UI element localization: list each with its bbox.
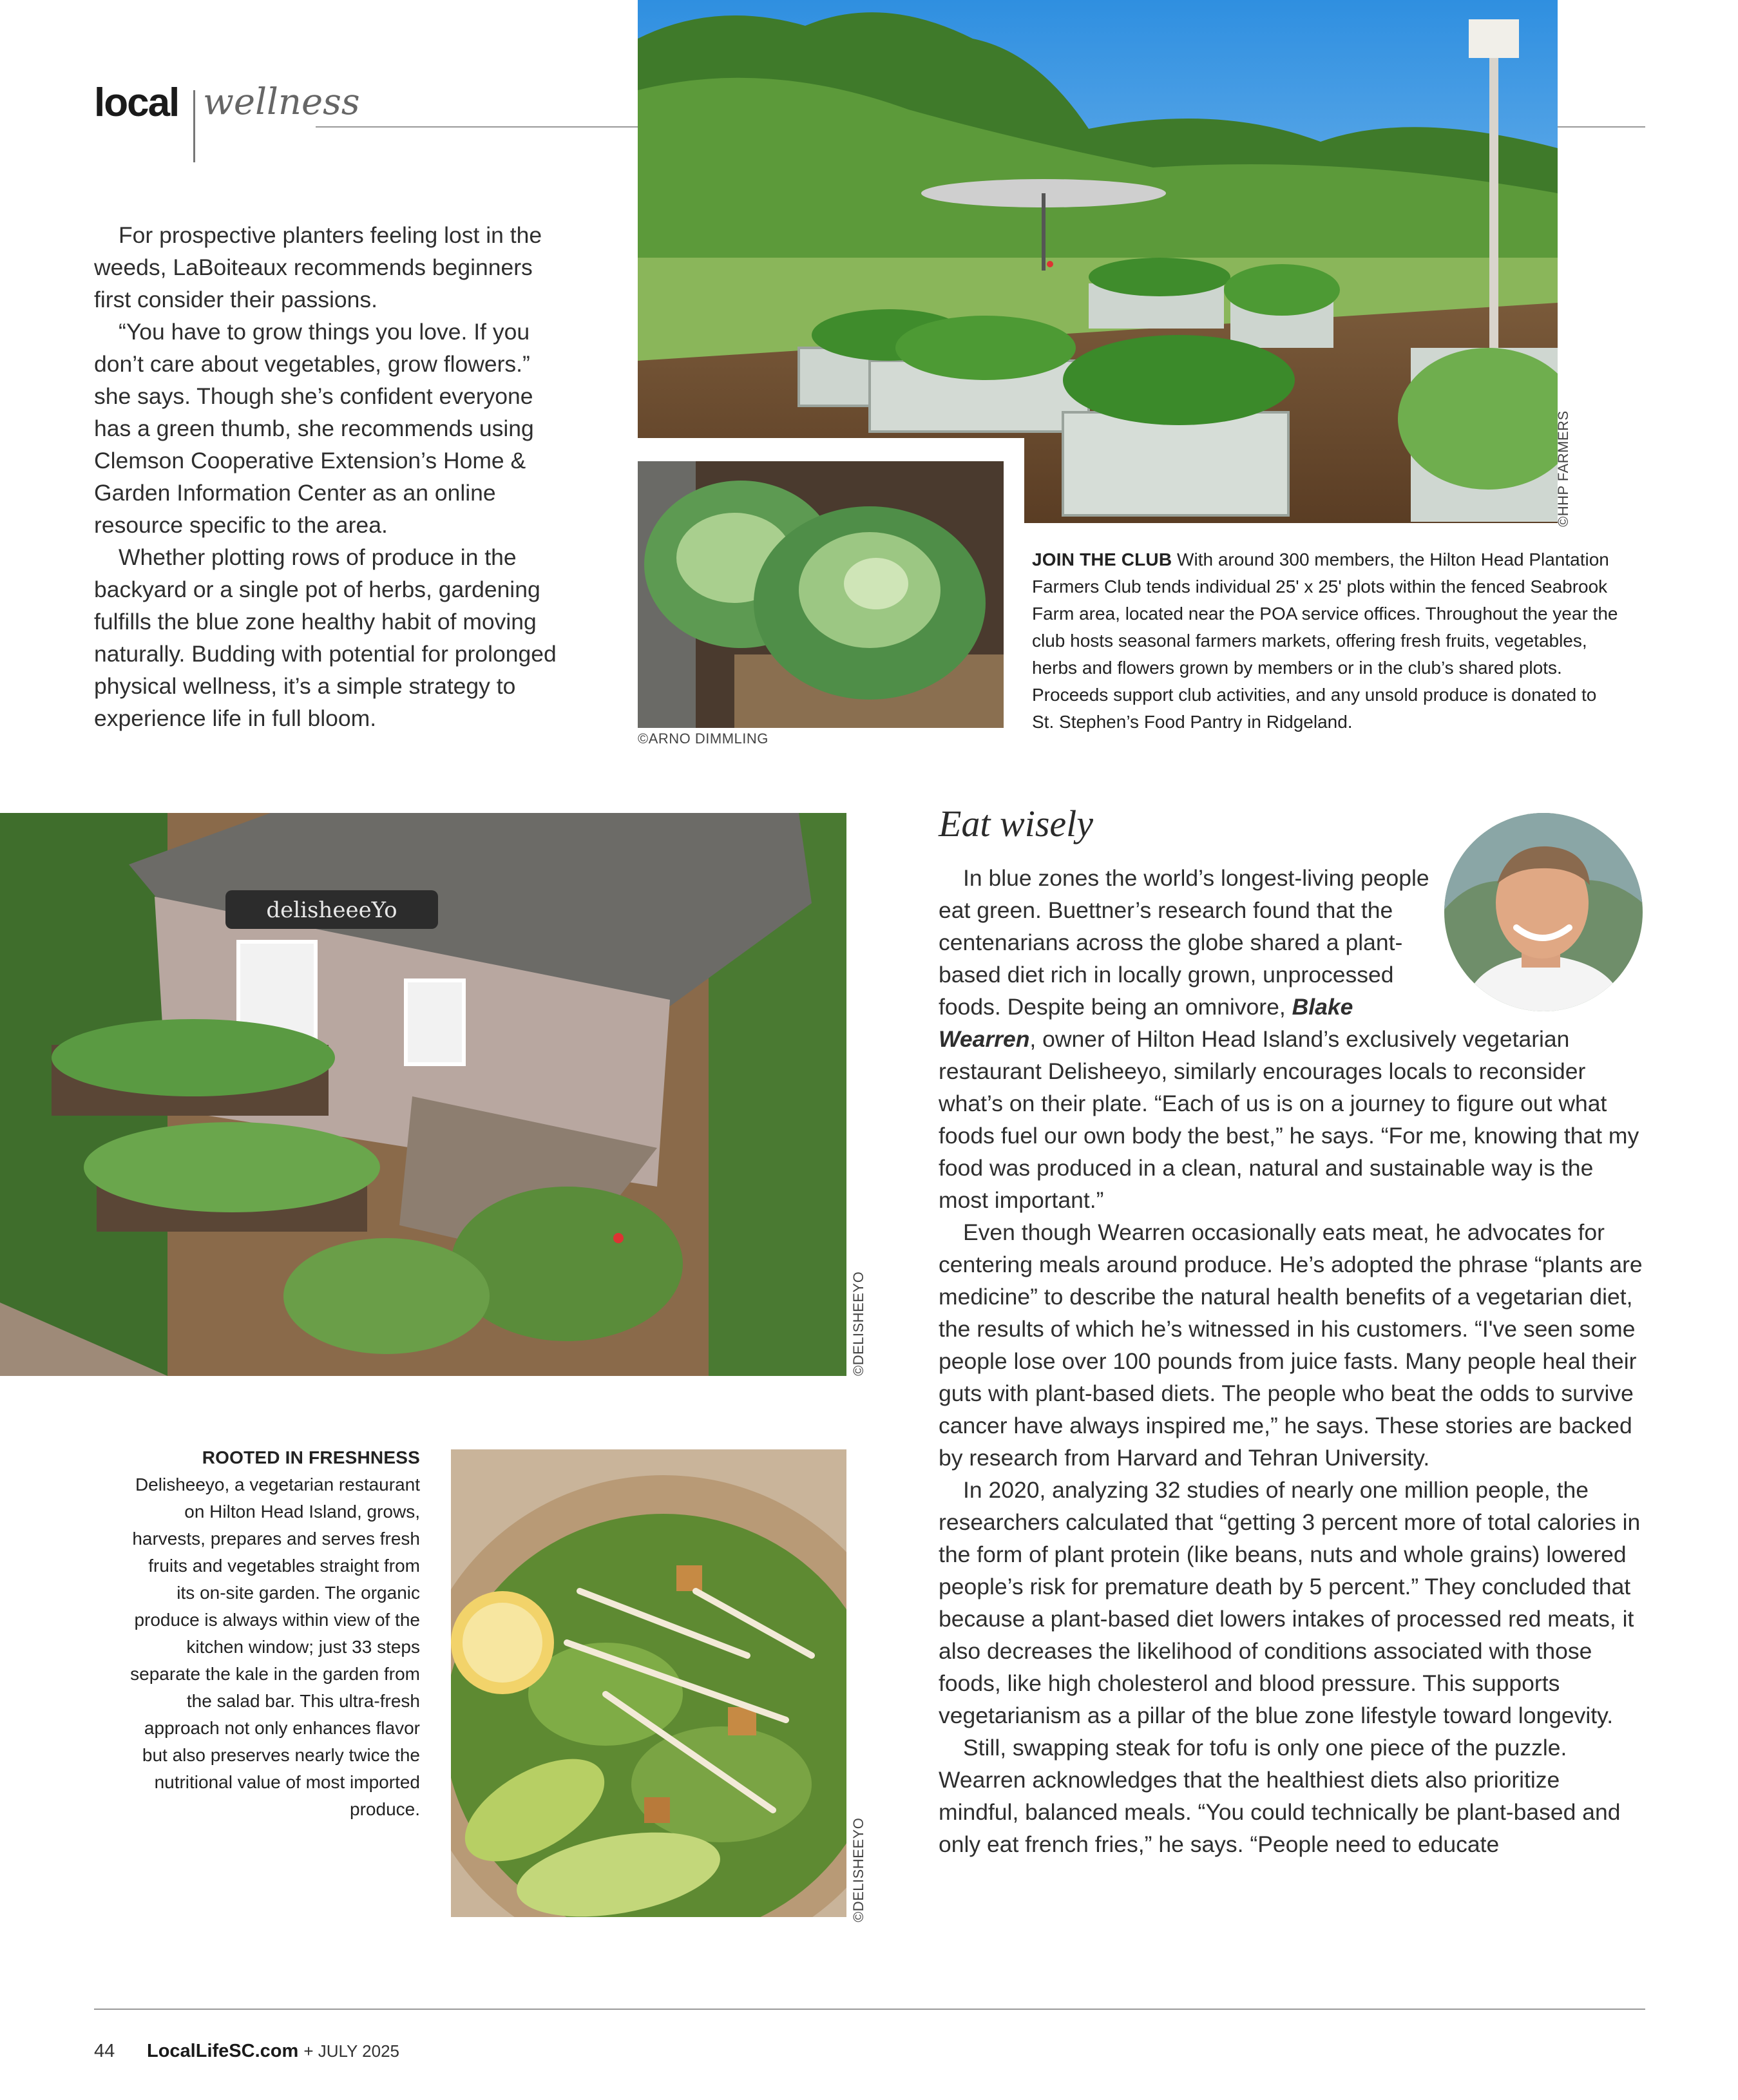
section-title: wellness	[203, 81, 360, 123]
brand-logo: local	[94, 81, 179, 125]
body-paragraph: Still, swapping steak for tofu is only one piece of the puzzle. Wearren acknowledges that the healthiest diets also prioritize mindful, balanced meals. “You could technically be plant-based and only eat french fries,” he says. “People need to educate	[939, 1735, 1621, 1857]
caption-text: Delisheeyo, a vegetarian restaurant on Hilton Head Island, grows, harvests, prepares and serves fresh fruits and vegetables straight from its on-site garden. The organic produce is always within view of the kitchen window; just 33 steps separate the kale in the garden from the salad bar. This ultra-fresh approach not only enhances flavor but also preserves nearly twice the nutritional value of most imported produce.	[130, 1475, 420, 1819]
eat-wisely-column	[939, 862, 1645, 1860]
cottage-photo-credit: ©DELISHEEYO	[850, 1271, 866, 1376]
avatar-wrap-spacer	[1440, 862, 1645, 1011]
footer-credit	[147, 2041, 399, 2062]
intro-paragraph: Whether plotting rows of produce in the backyard or a single pot of herbs, gardening fulfills the blue zone healthy habit of moving naturally. Budding with potential for prolonged physical wellness, it’s a simple strategy to experience life in full bloom.	[94, 544, 557, 731]
page-number: 44	[94, 2041, 115, 2061]
body-paragraph: In 2020, analyzing 32 studies of nearly one million people, the researchers calculated that “getting 3 percent more of total calories in the form of plant protein (like beans, nuts and whole grains) lowered people’s risk for premature death by 5 percent.” They concluded that because a plant-based diet lowers intakes of processed red meats, it also decreases the likelihood of conditions associated with those foods, like high cholesterol and blood pressure. This supports vegetarianism as a pillar of the blue zone lifestyle toward longevity.	[939, 1477, 1641, 1728]
caption-text: With around 300 members, the Hilton Head Plantation Farmers Club tends individual 25' x 25' plots within the fenced Seabrook Farm area, located near the POA service offices. Throughout the year the club hosts seasonal farmers markets, offering fresh fruits, vegetables, herbs and flowers grown by members or in the club’s shared plots. Proceeds support club activities, and any unsold produce is donated to St. Stephen’s Food Pantry in Ridgeland.	[1032, 549, 1618, 732]
body-paragraph: Even though Wearren occasionally eats meat, he advocates for centering meals around produce. He’s adopted the phrase “plants are medicine” to describe the natural health benefits of a vegetarian diet, the results of which he’s witnessed in his customers. “I've seen some people lose over 100 pounds from juice fasts. Many people heal their guts with plant-based diets. The people who beat the odds to survive cancer have always inspired me,” he says. These stories are backed by research from Harvard and Tehran University.	[939, 1219, 1643, 1471]
intro-paragraph: For prospective planters feeling lost in the weeds, LaBoiteaux recommends beginners first consider their passions.	[94, 222, 542, 312]
paragraph-text: In blue zones the world’s longest-living people eat green. Buettner’s research found that the centenarians across the globe shared a plant-based diet rich in locally grown, unprocessed foods. Despite being an omnivore,	[939, 865, 1429, 1020]
join-club-caption	[1032, 546, 1618, 736]
cottage-sign-text: delisheeeYo	[266, 897, 397, 923]
footer-issue: + JULY 2025	[303, 2041, 399, 2061]
cabbage-photo-credit: ©ARNO DIMMLING	[638, 730, 769, 747]
intro-paragraph: “You have to grow things you love. If you don’t care about vegetables, grow flowers.” she says. Though she’s confident everyone has a green thumb, she recommends using Clemson Cooperative Extension’s Home & Garden Information Center as an online resource specific to the area.	[94, 319, 534, 538]
intro-column	[94, 219, 571, 734]
footer-site-link[interactable]: LocalLifeSC.com	[147, 2041, 299, 2061]
cabbage-photo	[638, 461, 1004, 728]
person-name: Blake Wearren	[939, 994, 1353, 1052]
caption-heading: ROOTED IN FRESHNESS	[202, 1447, 420, 1467]
footer-rule	[94, 2009, 1645, 2010]
cottage-garden-photo	[0, 813, 846, 1376]
caption-heading: JOIN THE CLUB	[1032, 549, 1172, 569]
paragraph-text: , owner of Hilton Head Island’s exclusively vegetarian restaurant Delisheeyo, similarly encourages locals to reconsider what’s on their plate. “Each of us is on a journey to figure out what foods fuel our own body the best,” he says. “For me, knowing that my food was produced in a clean, natural and sustainable way is the most important.”	[939, 1026, 1639, 1213]
header-rule-left	[316, 126, 638, 128]
rooted-caption	[129, 1444, 420, 1823]
header-rule-right	[1558, 126, 1645, 128]
eat-wisely-heading: Eat wisely	[939, 803, 1094, 845]
salad-photo	[451, 1449, 846, 1917]
farm-photo-credit: ©HHP FARMERS	[1555, 410, 1571, 527]
salad-photo-credit: ©DELISHEEYO	[850, 1817, 866, 1922]
brand-divider	[193, 90, 195, 162]
